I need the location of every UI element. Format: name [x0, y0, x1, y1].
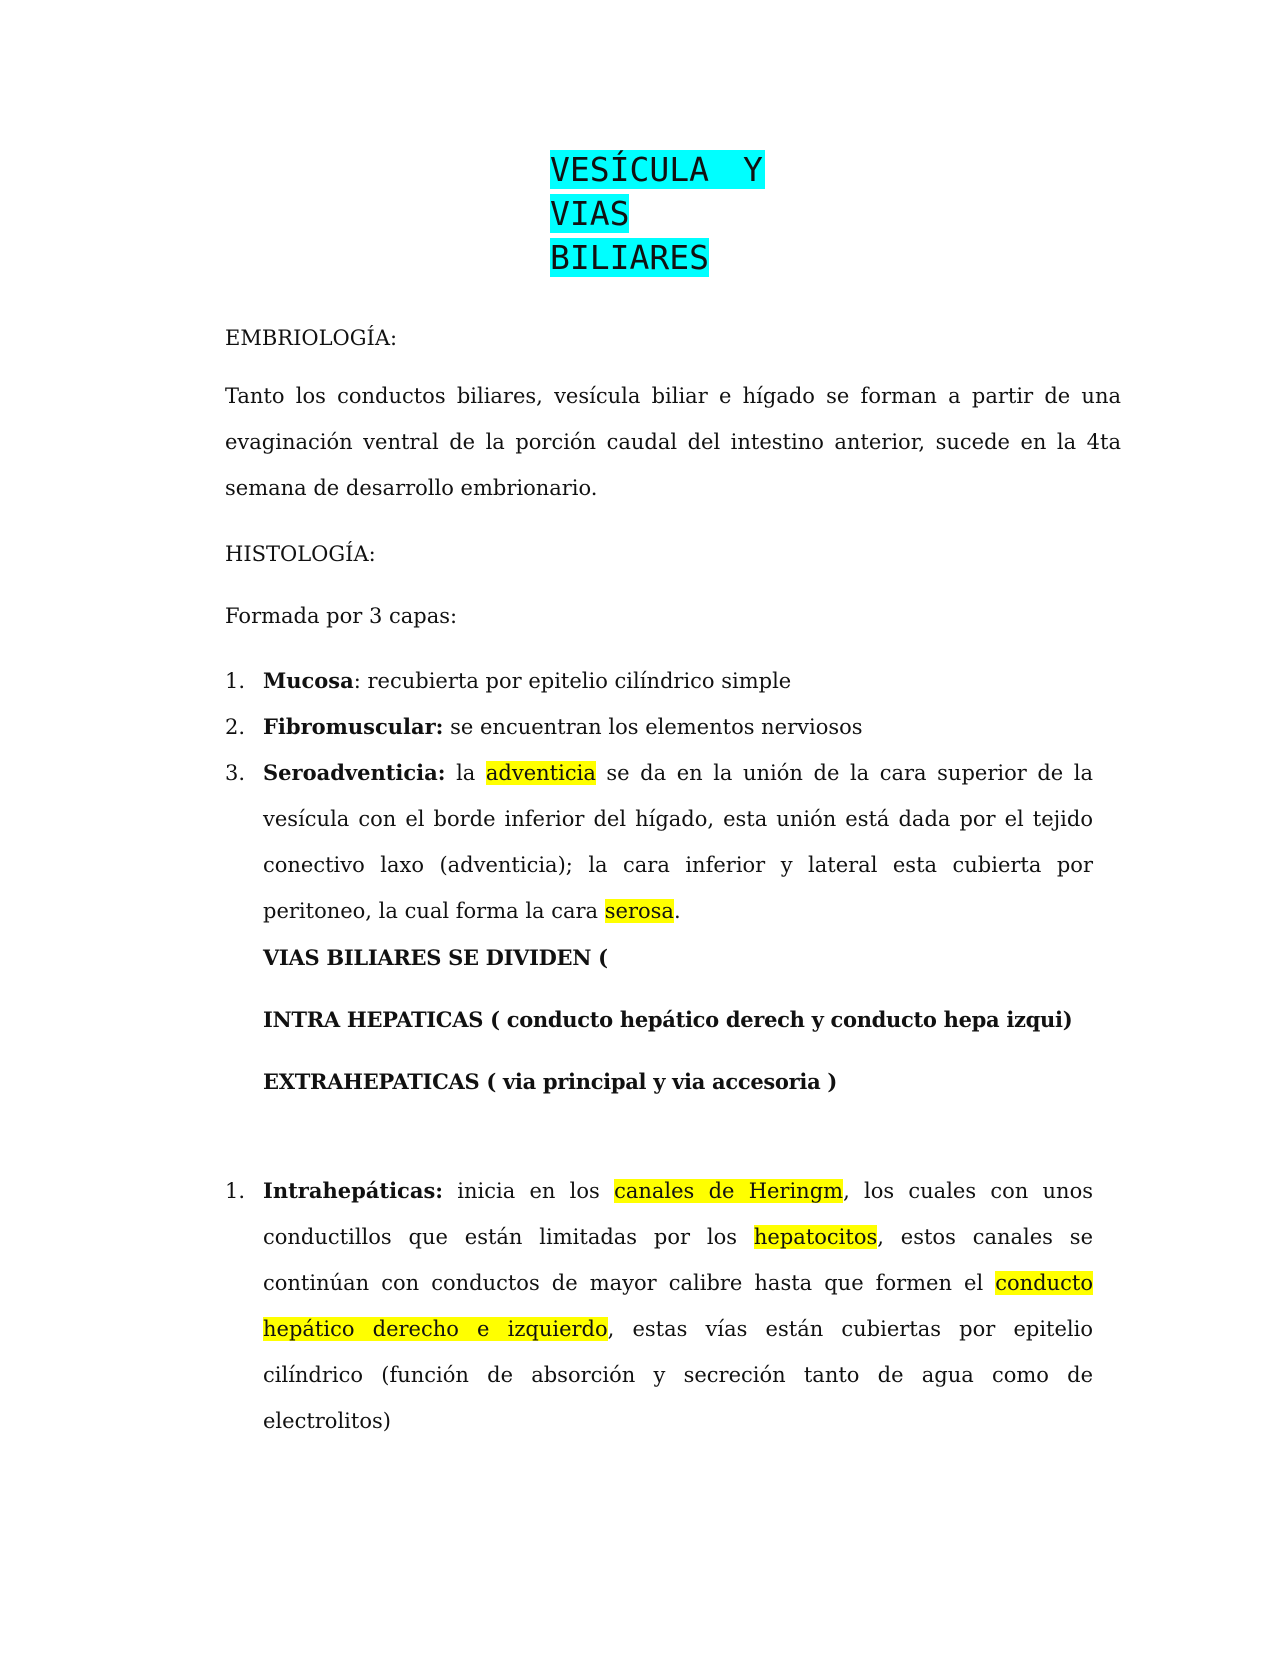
list-item: 3. Seroadventicia: la adventicia se da en la unión de la cara superior de la vesícula con el borde inferior del hígado, esta unión está dada por el tejido conectivo laxo (adventicia); la cara inferior y lateral esta cubierta por peritoneo, la cual forma la cara serosa. [225, 760, 1093, 923]
highlight-serosa: serosa [604, 899, 674, 923]
title-line-2: VIAS [550, 194, 630, 233]
histologia-intro: Formada por 3 capas: [225, 604, 458, 628]
highlight-adventicia: adventicia [485, 761, 596, 785]
highlight-canales-heringm: canales de Heringm [614, 1179, 844, 1203]
list-item-term: Fibromuscular: [263, 714, 444, 739]
list-item-term: Mucosa [263, 668, 354, 693]
intrahepaticas-list [225, 1168, 1093, 1444]
highlight-hepatocitos: hepatocitos [753, 1225, 878, 1249]
extrahepaticas-heading: EXTRAHEPATICAS ( via principal y via accesoria ) [263, 1069, 838, 1094]
embriologia-heading: EMBRIOLOGÍA: [225, 326, 398, 350]
list-item: 1. Mucosa: recubierta por epitelio cilíndrico simple [225, 668, 792, 693]
highlight-conducto-hepatico: conducto hepático derecho e izquierdo [263, 1271, 1093, 1341]
title-line-3: BILIARES [550, 238, 709, 277]
list-item-text: se encuentran los elementos nerviosos [450, 715, 863, 739]
list-item: 1. Intrahepáticas: inicia en los canales de Heringm, los cuales con unos conductillos que están limitadas por los hepatocitos, estos canales se continúan con conductos de mayor calibre hasta que formen el conducto hepático derecho e izquierdo, estas vías están cubiertas por epitelio cilíndrico (función de absorción y secreción tanto de agua como de electrolitos) [225, 1178, 1094, 1433]
vias-biliares-heading: VIAS BILIARES SE DIVIDEN ( [263, 945, 608, 970]
list-item-term: Seroadventicia: [263, 760, 446, 785]
capas-list [225, 658, 1093, 934]
intra-hepaticas-heading: INTRA HEPATICAS ( conducto hepático derech y conducto hepa izqui) [263, 1007, 1073, 1032]
histologia-heading: HISTOLOGÍA: [225, 542, 376, 566]
list-item-term: Intrahepáticas: [263, 1178, 444, 1203]
title-line-1: VESÍCULA Y [550, 150, 763, 189]
embriologia-paragraph: Tanto los conductos biliares, vesícula biliar e hígado se forman a partir de una evaginación ventral de la porción caudal del intestino anterior, sucede en la 4ta semana de desarrollo embrionario. [225, 384, 1121, 500]
document-title [550, 148, 770, 280]
list-item: 2. Fibromuscular: se encuentran los elementos nerviosos [225, 714, 863, 739]
list-item-text: recubierta por epitelio cilíndrico simple [367, 669, 792, 693]
